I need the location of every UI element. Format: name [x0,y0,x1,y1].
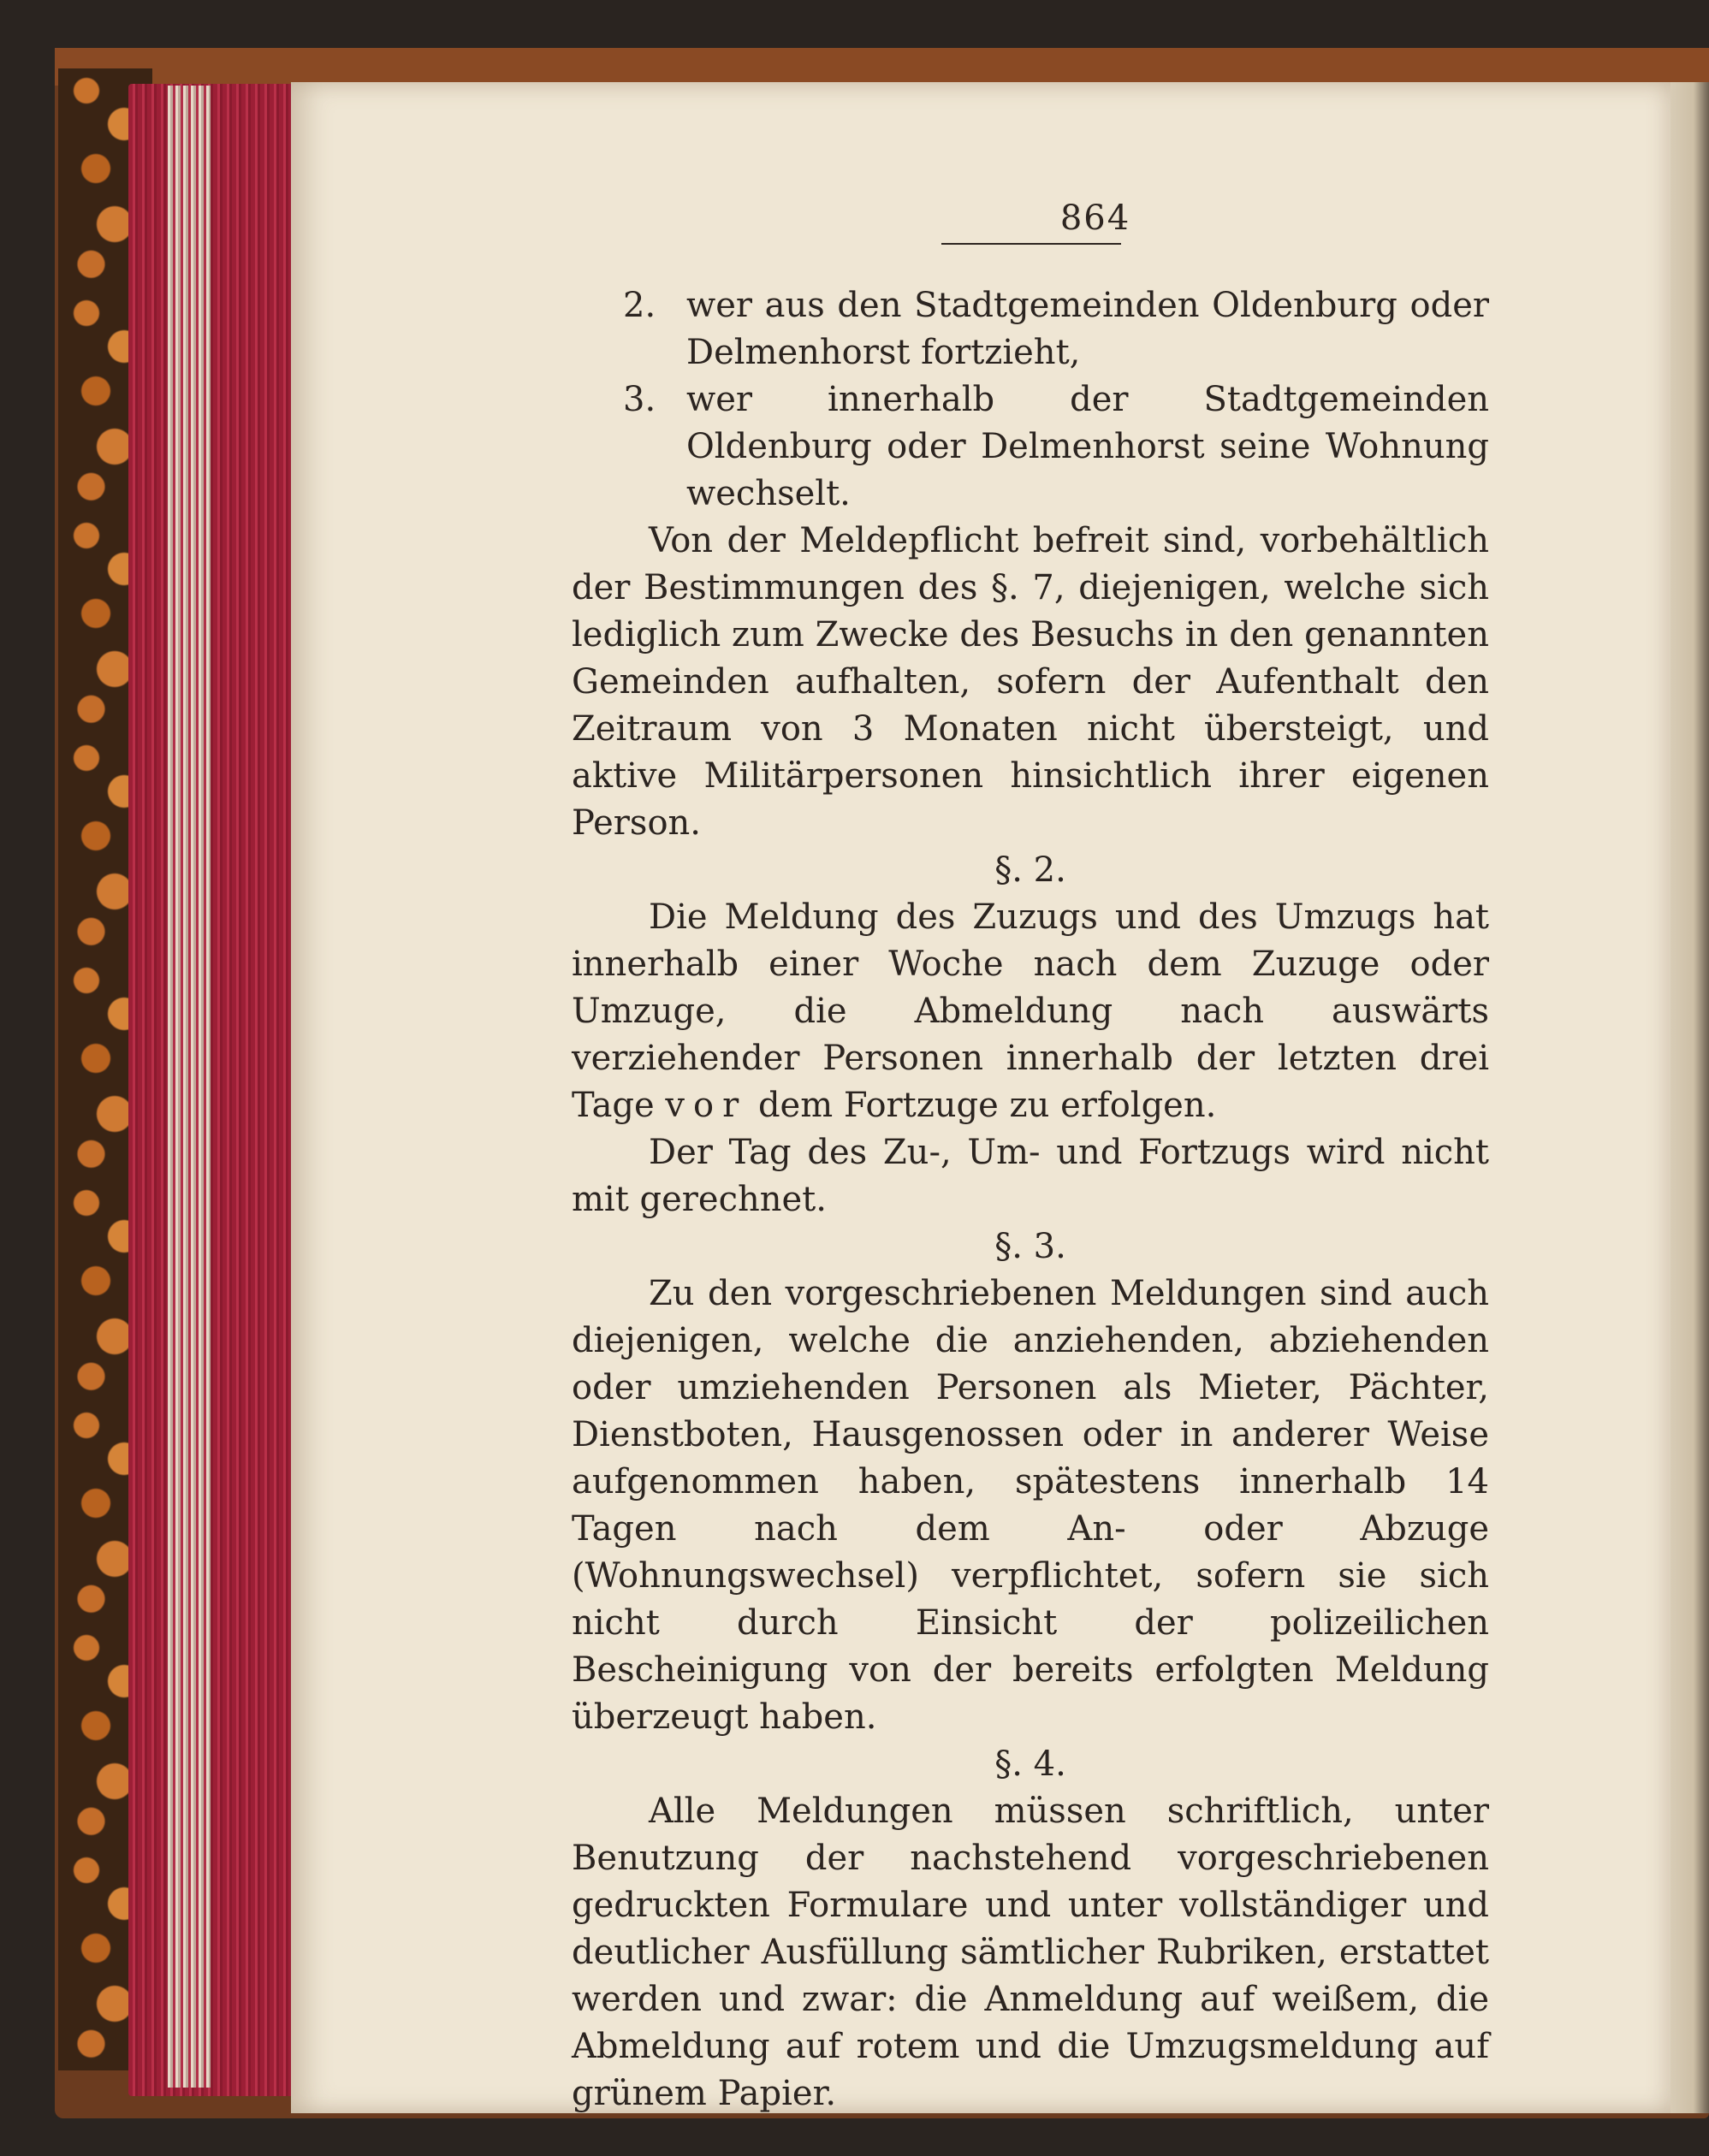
book-spine-top [55,48,1709,86]
paragraph-registration-deadline [572,894,1489,1129]
section-heading-3: §. 3. [994,1227,1066,1266]
section-heading-4: §. 4. [994,1744,1066,1784]
paragraph-day-not-counted: Der Tag des Zu-, Um- und Fortzugs wird nicht mit gerechnet. [572,1133,1489,1219]
page-block-highlight [168,86,211,2088]
list-item-2-text: wer aus den Stadtgemeinden Oldenburg oder Delmenhorst fortzieht, [686,286,1489,372]
list-item-3 [572,376,1489,518]
list-item-2-number: 2. [623,286,656,325]
paragraph-registration-deadline-a: Die Meldung des Zuzugs und des Umzugs hat innerhalb einer Woche nach dem Zuzuge oder Umzuge, die Abmeldung nach auswärts verziehender Personen innerhalb der letzten drei Tage [572,897,1489,1125]
paragraph-exemption: Von der Meldepflicht befreit sind, vorbehältlich der Bestimmungen des §. 7, diejenigen, welche sich lediglich zum Zwecke des Besuchs in den genannten Gemeinden aufhalten, sofern der Aufenthalt den Zeitraum von 3 Monaten nicht übersteigt, und aktive Militärpersonen hinsichtlich ihrer eigenen Person. [572,521,1489,843]
emphasis-vor: vor [665,1086,748,1125]
section-heading-2: §. 2. [994,850,1066,890]
page-number: 864 [1059,198,1131,238]
paragraph-landlord-obligation: Zu den vorgeschriebenen Meldungen sind auch diejenigen, welche die anziehenden, abziehenden oder umziehenden Personen als Mieter, Pächter, Dienstboten, Hausgenossen oder in anderer Weise aufgenommen haben, spätestens innerhalb 14 Tagen nach dem An- oder Abzuge (Wohnungswechsel) verpflichtet, sofern sie sich nicht durch Einsicht der polizeilichen Bescheinigung von der bereits erfolgten Meldung überzeugt haben. [572,1274,1489,1737]
header-rule [941,243,1121,245]
list-item-3-number: 3. [623,380,656,419]
list-item-2 [572,282,1489,376]
page-body [572,282,1489,2118]
facing-page-edge [1670,82,1709,2113]
list-item-3-text: wer innerhalb der Stadtgemeinden Oldenburg oder Delmenhorst seine Wohnung wechselt. [686,380,1489,513]
paragraph-written-forms: Alle Meldungen müssen schriftlich, unter Benutzung der nachstehend vorgeschriebenen gedruckten Formulare und unter vollständiger und deutlicher Ausfüllung sämtlicher Rubriken, erstattet werden und zwar: die Anmeldung auf weißem, die Abmeldung auf rotem und die Umzugsmeldung auf grünem Papier. [572,1792,1489,2113]
paragraph-registration-deadline-b: dem Fortzuge zu erfolgen. [757,1086,1217,1125]
